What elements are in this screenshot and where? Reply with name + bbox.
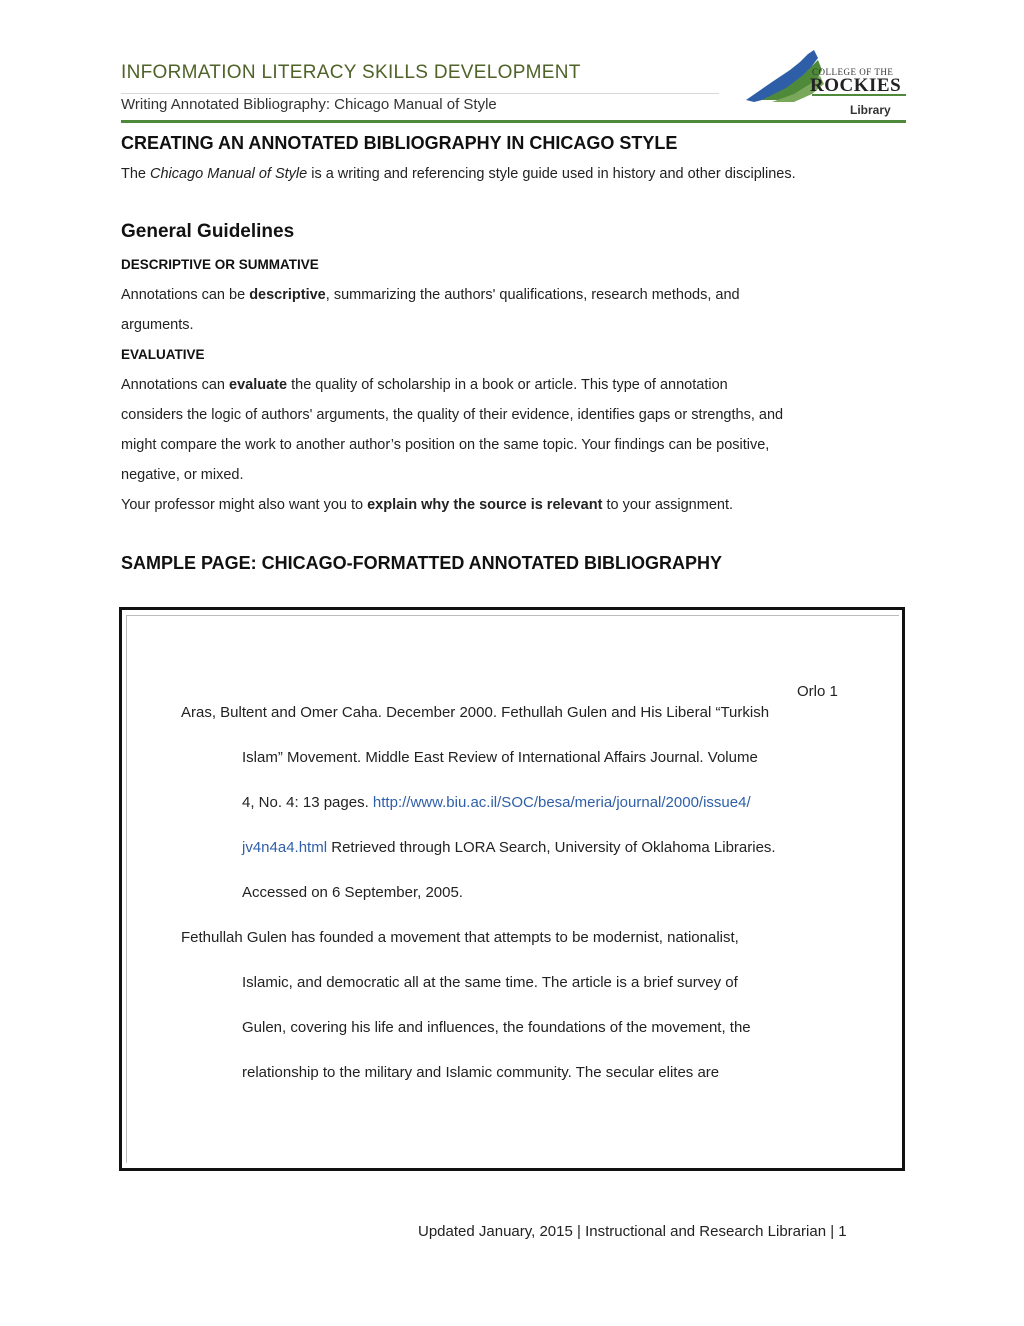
descriptive-line-2: arguments. [121, 317, 194, 333]
relevance-line: Your professor might also want you to explain why the source is relevant to your assignment. [121, 497, 734, 513]
series-title: INFORMATION LITERACY SKILLS DEVELOPMENT [121, 62, 581, 83]
citation-url-link-continued[interactable]: jv4n4a4.html [242, 839, 328, 856]
header-rule [121, 120, 906, 123]
descriptive-line-1: Annotations can be descriptive, summarizing the authors' qualifications, research methods, and [121, 287, 740, 303]
sample-page-heading: SAMPLE PAGE: CHICAGO-FORMATTED ANNOTATED BIBLIOGRAPHY [121, 553, 722, 573]
intro-paragraph: The Chicago Manual of Style is a writing and referencing style guide used in history and other disciplines. [121, 166, 796, 182]
annotation-line-3: Gulen, covering his life and influences, the foundations of the movement, the [242, 1019, 751, 1036]
descriptive-label: DESCRIPTIVE OR SUMMATIVE [121, 257, 319, 272]
citation-line-4: jv4n4a4.html Retrieved through LORA Search, University of Oklahoma Libraries. [242, 839, 776, 856]
section-heading-creating: CREATING AN ANNOTATED BIBLIOGRAPHY IN CHICAGO STYLE [121, 133, 678, 153]
evaluative-line-3: might compare the work to another author’s position on the same topic. Your findings can be positive, [121, 437, 770, 453]
document-subtitle: Writing Annotated Bibliography: Chicago Manual of Style [121, 96, 497, 113]
page-footer: Updated January, 2015 | Instructional and Research Librarian | 1 [418, 1223, 847, 1240]
evaluative-line-4: negative, or mixed. [121, 467, 244, 483]
header-divider [121, 93, 719, 94]
logo-text-library: Library [850, 103, 891, 117]
sample-page-number: Orlo 1 [797, 683, 838, 700]
citation-line-5: Accessed on 6 September, 2005. [242, 884, 463, 901]
general-guidelines-heading: General Guidelines [121, 221, 295, 242]
evaluative-label: EVALUATIVE [121, 347, 205, 362]
annotation-line-2: Islamic, and democratic all at the same time. The article is a brief survey of [242, 974, 738, 991]
citation-line-1: Aras, Bultent and Omer Caha. December 2000. Fethullah Gulen and His Liberal “Turkish [181, 704, 770, 721]
logo-text-college-of-the: COLLEGE OF THE [812, 67, 894, 77]
citation-line-2: Islam” Movement. Middle East Review of International Affairs Journal. Volume [242, 749, 758, 766]
citation-line-3: 4, No. 4: 13 pages. http://www.biu.ac.il/SOC/besa/meria/journal/2000/issue4/ [242, 794, 751, 811]
citation-url-link[interactable]: http://www.biu.ac.il/SOC/besa/meria/journal/2000/issue4/ [372, 794, 751, 811]
evaluative-line-2: considers the logic of authors' arguments, the quality of their evidence, identifies gaps or strengths, and [121, 407, 784, 423]
evaluative-line-1: Annotations can evaluate the quality of scholarship in a book or article. This type of annotation [121, 377, 728, 393]
annotation-line-4: relationship to the military and Islamic community. The secular elites are [242, 1064, 720, 1081]
logo-text-rockies: ROCKIES [810, 75, 902, 96]
annotation-line-1: Fethullah Gulen has founded a movement that attempts to be modernist, nationalist, [181, 929, 739, 946]
